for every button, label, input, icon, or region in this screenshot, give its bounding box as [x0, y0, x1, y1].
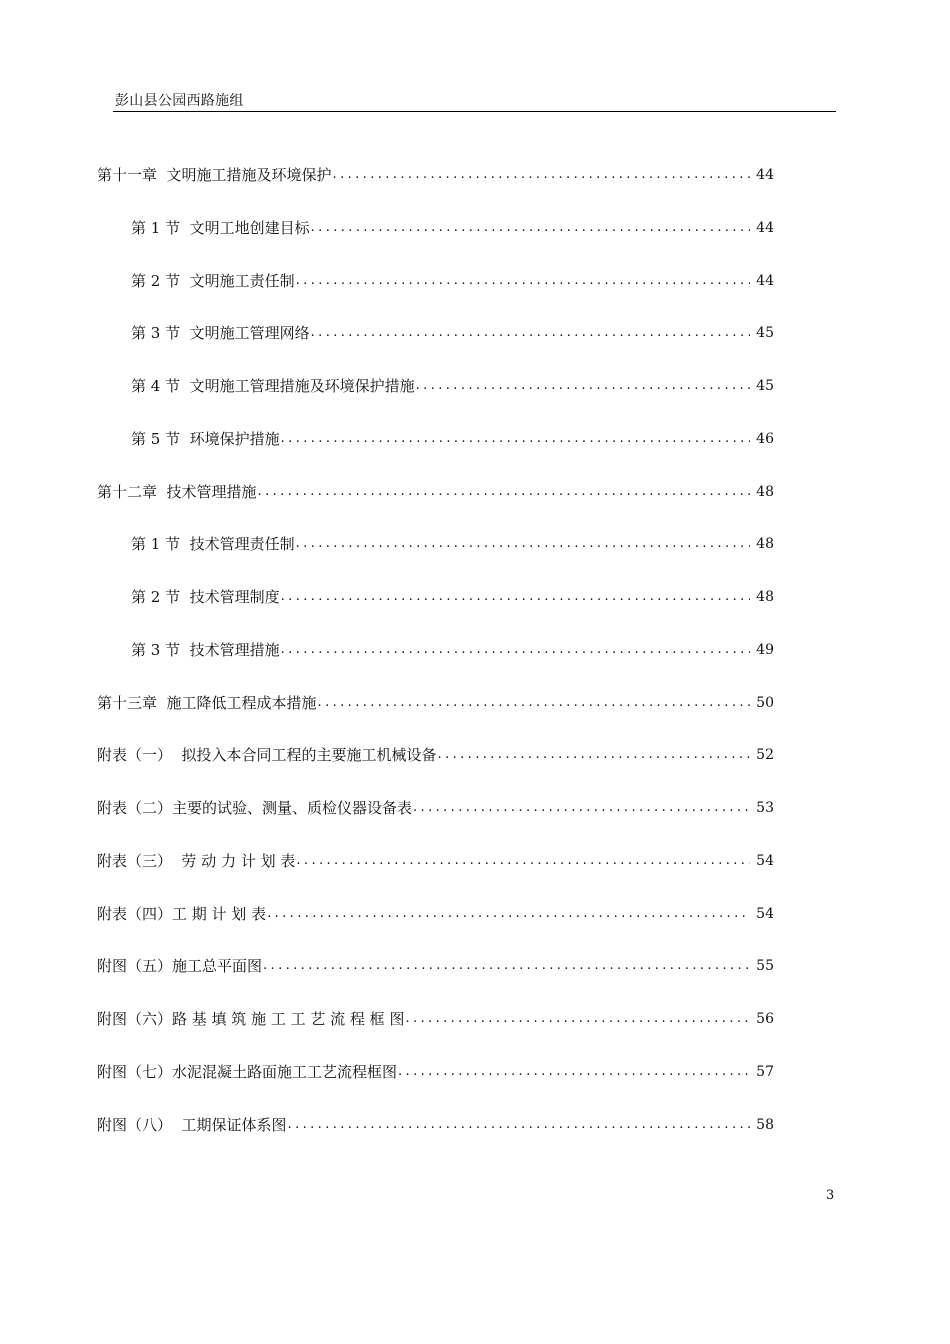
toc-entry[interactable] — [97, 850, 774, 872]
toc-entry-title: 附图（五）施工总平面图 — [97, 957, 263, 975]
toc-entry-title: 第十三章 施工降低工程成本措施 — [97, 694, 317, 712]
toc-dot-leader — [311, 217, 750, 239]
toc-entry-page: 49 — [756, 642, 774, 658]
toc-entry-title: 第十一章 文明施工措施及环境保护 — [97, 166, 332, 184]
toc-dot-leader — [267, 903, 750, 925]
toc-entry-title: 附表（三） 劳 动 力 计 划 表 — [97, 852, 296, 870]
toc-entry-page: 58 — [756, 1117, 774, 1133]
toc-entry-title: 第 4 节 文明施工管理措施及环境保护措施 — [131, 377, 415, 395]
toc-dot-leader — [318, 692, 750, 714]
toc-entry-page: 45 — [756, 378, 774, 394]
toc-dot-leader — [281, 428, 750, 450]
toc-dot-leader — [296, 850, 750, 872]
toc-entry[interactable] — [97, 1008, 774, 1030]
toc-dot-leader — [281, 586, 750, 608]
toc-entry-title: 第十二章 技术管理措施 — [97, 483, 257, 501]
toc-entry[interactable] — [97, 797, 774, 819]
toc-dot-leader — [416, 375, 750, 397]
toc-entry[interactable] — [131, 375, 774, 397]
toc-dot-leader — [438, 744, 750, 766]
toc-entry-page: 44 — [756, 273, 774, 289]
toc-entry-title: 附图（七）水泥混凝土路面施工工艺流程框图 — [97, 1063, 398, 1081]
toc-entry[interactable] — [131, 322, 774, 344]
toc-entry-title: 第 5 节 环境保护措施 — [131, 430, 280, 448]
toc-entry-page: 54 — [756, 906, 774, 922]
toc-entry[interactable] — [131, 639, 774, 661]
toc-entry[interactable] — [131, 217, 774, 239]
toc-entry[interactable] — [97, 164, 774, 186]
toc-entry[interactable] — [131, 533, 774, 555]
header-divider — [113, 111, 836, 112]
toc-entry-title: 第 2 节 技术管理制度 — [131, 588, 280, 606]
toc-entry-page: 56 — [756, 1011, 774, 1027]
toc-entry-title: 附表（二）主要的试验、测量、质检仪器设备表 — [97, 799, 413, 817]
toc-entry-page: 48 — [756, 536, 774, 552]
toc-entry[interactable] — [131, 428, 774, 450]
toc-dot-leader — [296, 533, 750, 555]
toc-entry-page: 48 — [756, 484, 774, 500]
toc-dot-leader — [413, 797, 750, 819]
toc-dot-leader — [311, 322, 750, 344]
toc-dot-leader — [296, 270, 750, 292]
toc-dot-leader — [281, 639, 750, 661]
toc-dot-leader — [263, 955, 750, 977]
toc-entry-title: 附表（一） 拟投入本合同工程的主要施工机械设备 — [97, 746, 437, 764]
toc-entry-title: 附图（六）路 基 填 筑 施 工 工 艺 流 程 框 图 — [97, 1010, 405, 1028]
toc-entry[interactable] — [97, 1061, 774, 1083]
toc-entry-title: 第 3 节 技术管理措施 — [131, 641, 280, 659]
toc-entry[interactable] — [97, 955, 774, 977]
toc-entry-page: 52 — [756, 747, 774, 763]
toc-entry-page: 44 — [756, 220, 774, 236]
toc-entry-title: 附图（八） 工期保证体系图 — [97, 1116, 287, 1134]
toc-entry[interactable] — [97, 744, 774, 766]
page-number: 3 — [826, 1188, 835, 1203]
toc-entry-title: 第 3 节 文明施工管理网络 — [131, 324, 310, 342]
toc-entry[interactable] — [97, 692, 774, 714]
toc-dot-leader — [405, 1008, 750, 1030]
toc-entry-page: 45 — [756, 325, 774, 341]
toc-dot-leader — [333, 164, 750, 186]
toc-entry-page: 54 — [756, 853, 774, 869]
toc-dot-leader — [258, 481, 750, 503]
toc-entry-page: 53 — [756, 800, 774, 816]
toc-entry-page: 44 — [756, 167, 774, 183]
toc-entry[interactable] — [131, 270, 774, 292]
toc-entry-page: 50 — [756, 695, 774, 711]
toc-entry[interactable] — [131, 586, 774, 608]
page-header-title: 彭山县公园西路施组 — [115, 93, 244, 109]
toc-dot-leader — [288, 1114, 750, 1136]
toc-entry-title: 附表（四）工 期 计 划 表 — [97, 905, 267, 923]
toc-entry-title: 第 2 节 文明施工责任制 — [131, 272, 295, 290]
toc-entry[interactable] — [97, 903, 774, 925]
toc-entry-title: 第 1 节 文明工地创建目标 — [131, 219, 310, 237]
toc-entry-page: 57 — [756, 1064, 774, 1080]
toc-dot-leader — [398, 1061, 750, 1083]
toc-entry-page: 55 — [756, 958, 774, 974]
toc-entry-title: 第 1 节 技术管理责任制 — [131, 535, 295, 553]
toc-entry[interactable] — [97, 1114, 774, 1136]
toc-entry-page: 48 — [756, 589, 774, 605]
toc-entry-page: 46 — [756, 431, 774, 447]
toc-entry[interactable] — [97, 481, 774, 503]
